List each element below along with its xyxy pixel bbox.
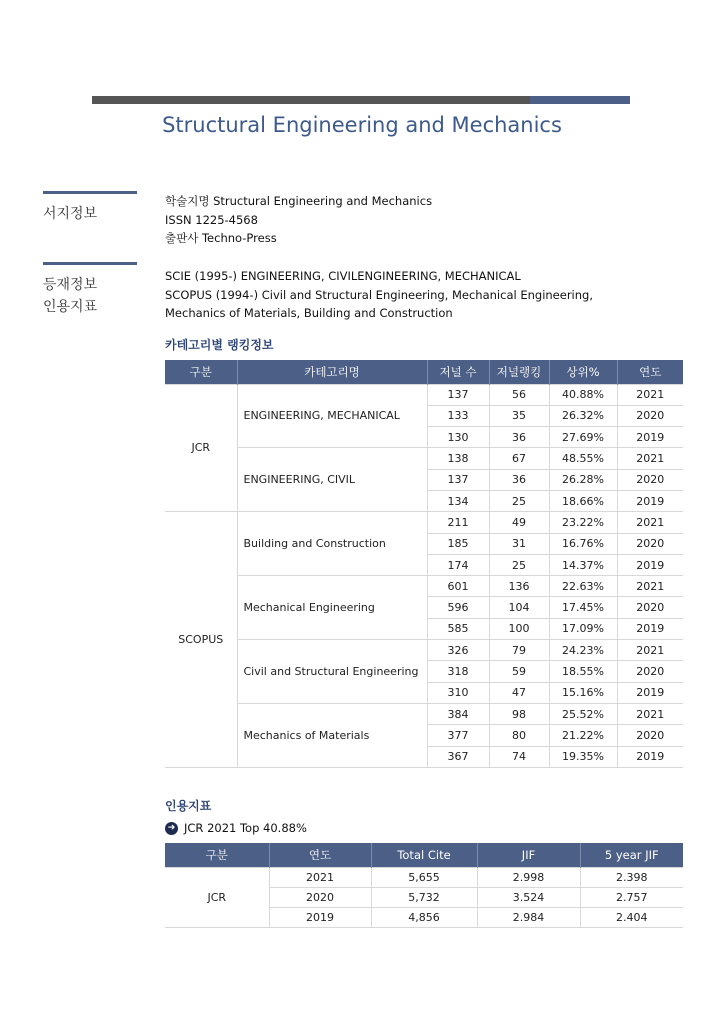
journal-rank-cell: 56 — [489, 384, 549, 405]
top-percent-cell: 21.22% — [549, 725, 617, 746]
category-cell: Mechanics of Materials — [237, 703, 427, 767]
group-cell: JCR — [165, 867, 269, 928]
journal-count-cell: 585 — [427, 618, 489, 639]
journal-name-line: 학술지명 Structural Engineering and Mechanics — [165, 194, 433, 208]
rank-header-journal-count: 저널 수 — [427, 360, 489, 384]
category-cell: ENGINEERING, MECHANICAL — [237, 384, 427, 448]
journal-count-cell: 130 — [427, 427, 489, 448]
journal-rank-cell: 80 — [489, 725, 549, 746]
scie-line: SCIE (1995-) ENGINEERING, CIVILENGINEERING, MECHANICAL — [165, 269, 521, 283]
top-percent-cell: 26.28% — [549, 469, 617, 490]
top-percent-cell: 24.23% — [549, 640, 617, 661]
five-year-jif-cell: 2.757 — [580, 887, 683, 907]
journal-count-cell: 310 — [427, 682, 489, 703]
journal-count-cell: 185 — [427, 533, 489, 554]
top-percent-cell: 40.88% — [549, 384, 617, 405]
journal-rank-cell: 36 — [489, 427, 549, 448]
top-percent-cell: 18.55% — [549, 661, 617, 682]
rank-header-year: 연도 — [617, 360, 683, 384]
journal-count-cell: 596 — [427, 597, 489, 618]
top-percent-cell: 17.09% — [549, 618, 617, 639]
journal-rank-cell: 47 — [489, 682, 549, 703]
year-cell: 2019 — [617, 618, 683, 639]
top-percent-cell: 15.16% — [549, 682, 617, 703]
category-cell: Building and Construction — [237, 512, 427, 576]
citation-index-table — [165, 843, 683, 928]
journal-count-cell: 133 — [427, 405, 489, 426]
jcr-summary — [165, 821, 307, 835]
year-cell: 2020 — [617, 661, 683, 682]
cite-header-year: 연도 — [269, 843, 371, 867]
jif-cell: 3.524 — [477, 887, 580, 907]
arrow-right-circle-icon: ➜ — [165, 822, 178, 835]
cite-heading: 인용지표 — [165, 799, 212, 813]
cite-header-group: 구분 — [165, 843, 269, 867]
rank-header-row — [165, 360, 683, 384]
journal-rank-cell: 25 — [489, 490, 549, 511]
category-ranking-table — [165, 360, 683, 768]
table-row — [165, 512, 683, 533]
category-cell: ENGINEERING, CIVIL — [237, 448, 427, 512]
page-title: Structural Engineering and Mechanics — [162, 113, 562, 137]
journal-rank-cell: 35 — [489, 405, 549, 426]
issn-line: ISSN 1225-4568 — [165, 212, 258, 227]
year-cell: 2020 — [617, 469, 683, 490]
category-cell: Civil and Structural Engineering — [237, 640, 427, 704]
table-row — [165, 576, 683, 597]
year-cell: 2019 — [617, 746, 683, 767]
top-percent-cell: 27.69% — [549, 427, 617, 448]
five-year-jif-cell: 2.398 — [580, 867, 683, 887]
journal-count-cell: 211 — [427, 512, 489, 533]
year-cell: 2019 — [617, 682, 683, 703]
five-year-jif-cell: 2.404 — [580, 908, 683, 928]
top-percent-cell: 26.32% — [549, 405, 617, 426]
top-bar-accent — [530, 96, 630, 104]
year-cell: 2019 — [269, 908, 371, 928]
year-cell: 2020 — [617, 405, 683, 426]
journal-rank-cell: 98 — [489, 703, 549, 724]
group-cell: SCOPUS — [165, 512, 237, 768]
jif-cell: 2.984 — [477, 908, 580, 928]
journal-rank-cell: 49 — [489, 512, 549, 533]
top-percent-cell: 23.22% — [549, 512, 617, 533]
year-cell: 2019 — [617, 554, 683, 575]
year-cell: 2021 — [617, 448, 683, 469]
cite-header-5yr-jif: 5 year JIF — [580, 843, 683, 867]
journal-rank-cell: 36 — [489, 469, 549, 490]
rank-header-journal-rank: 저널랭킹 — [489, 360, 549, 384]
year-cell: 2020 — [617, 725, 683, 746]
top-percent-cell: 25.52% — [549, 703, 617, 724]
journal-count-cell: 137 — [427, 384, 489, 405]
rank-header-group: 구분 — [165, 360, 237, 384]
top-percent-cell: 14.37% — [549, 554, 617, 575]
table-row — [165, 640, 683, 661]
scopus-line-cont: Mechanics of Materials, Building and Construction — [165, 306, 453, 320]
journal-count-cell: 137 — [427, 469, 489, 490]
cite-header-row — [165, 843, 683, 867]
table-row — [165, 448, 683, 469]
top-percent-cell: 17.45% — [549, 597, 617, 618]
year-cell: 2021 — [269, 867, 371, 887]
year-cell: 2020 — [617, 533, 683, 554]
journal-count-cell: 326 — [427, 640, 489, 661]
bib-section-label: 서지정보 — [43, 206, 98, 222]
journal-rank-cell: 67 — [489, 448, 549, 469]
year-cell: 2021 — [617, 703, 683, 724]
total-cite-cell: 5,655 — [371, 867, 477, 887]
journal-count-cell: 377 — [427, 725, 489, 746]
year-cell: 2021 — [617, 640, 683, 661]
reg-label-line2: 인용지표 — [43, 299, 98, 315]
journal-count-cell: 174 — [427, 554, 489, 575]
table-row — [165, 703, 683, 724]
top-percent-cell: 22.63% — [549, 576, 617, 597]
cite-header-jif: JIF — [477, 843, 580, 867]
top-percent-cell: 18.66% — [549, 490, 617, 511]
journal-rank-cell: 136 — [489, 576, 549, 597]
year-cell: 2021 — [617, 576, 683, 597]
rank-header-category: 카테고리명 — [237, 360, 427, 384]
rank-header-top-percent: 상위% — [549, 360, 617, 384]
journal-count-cell: 134 — [427, 490, 489, 511]
year-cell: 2020 — [617, 597, 683, 618]
total-cite-cell: 5,732 — [371, 887, 477, 907]
reg-info — [165, 267, 593, 323]
jif-cell: 2.998 — [477, 867, 580, 887]
year-cell: 2019 — [617, 490, 683, 511]
journal-rank-cell: 31 — [489, 533, 549, 554]
journal-rank-cell: 59 — [489, 661, 549, 682]
journal-count-cell: 384 — [427, 703, 489, 724]
cite-header-total-cite: Total Cite — [371, 843, 477, 867]
journal-rank-cell: 79 — [489, 640, 549, 661]
category-cell: Mechanical Engineering — [237, 576, 427, 640]
reg-section-label — [43, 274, 97, 318]
year-cell: 2021 — [617, 384, 683, 405]
journal-rank-cell: 74 — [489, 746, 549, 767]
journal-count-cell: 601 — [427, 576, 489, 597]
top-percent-cell: 16.76% — [549, 533, 617, 554]
top-percent-cell: 19.35% — [549, 746, 617, 767]
bib-section-rule — [43, 191, 137, 194]
top-percent-cell: 48.55% — [549, 448, 617, 469]
jcr-summary-text: JCR 2021 Top 40.88% — [184, 821, 307, 835]
table-row — [165, 384, 683, 405]
journal-count-cell: 318 — [427, 661, 489, 682]
year-cell: 2021 — [617, 512, 683, 533]
total-cite-cell: 4,856 — [371, 908, 477, 928]
journal-rank-cell: 100 — [489, 618, 549, 639]
bib-info — [165, 192, 432, 248]
publisher-line: 출판사 Techno-Press — [165, 231, 277, 245]
journal-count-cell: 138 — [427, 448, 489, 469]
year-cell: 2019 — [617, 427, 683, 448]
reg-section-rule — [43, 262, 137, 265]
journal-rank-cell: 104 — [489, 597, 549, 618]
journal-count-cell: 367 — [427, 746, 489, 767]
journal-rank-cell: 25 — [489, 554, 549, 575]
group-cell: JCR — [165, 384, 237, 512]
rank-heading: 카테고리별 랭킹정보 — [165, 338, 274, 352]
year-cell: 2020 — [269, 887, 371, 907]
scopus-line: SCOPUS (1994-) Civil and Structural Engineering, Mechanical Engineering, — [165, 287, 593, 302]
table-row — [165, 867, 683, 887]
reg-label-line1: 등재정보 — [43, 277, 98, 293]
